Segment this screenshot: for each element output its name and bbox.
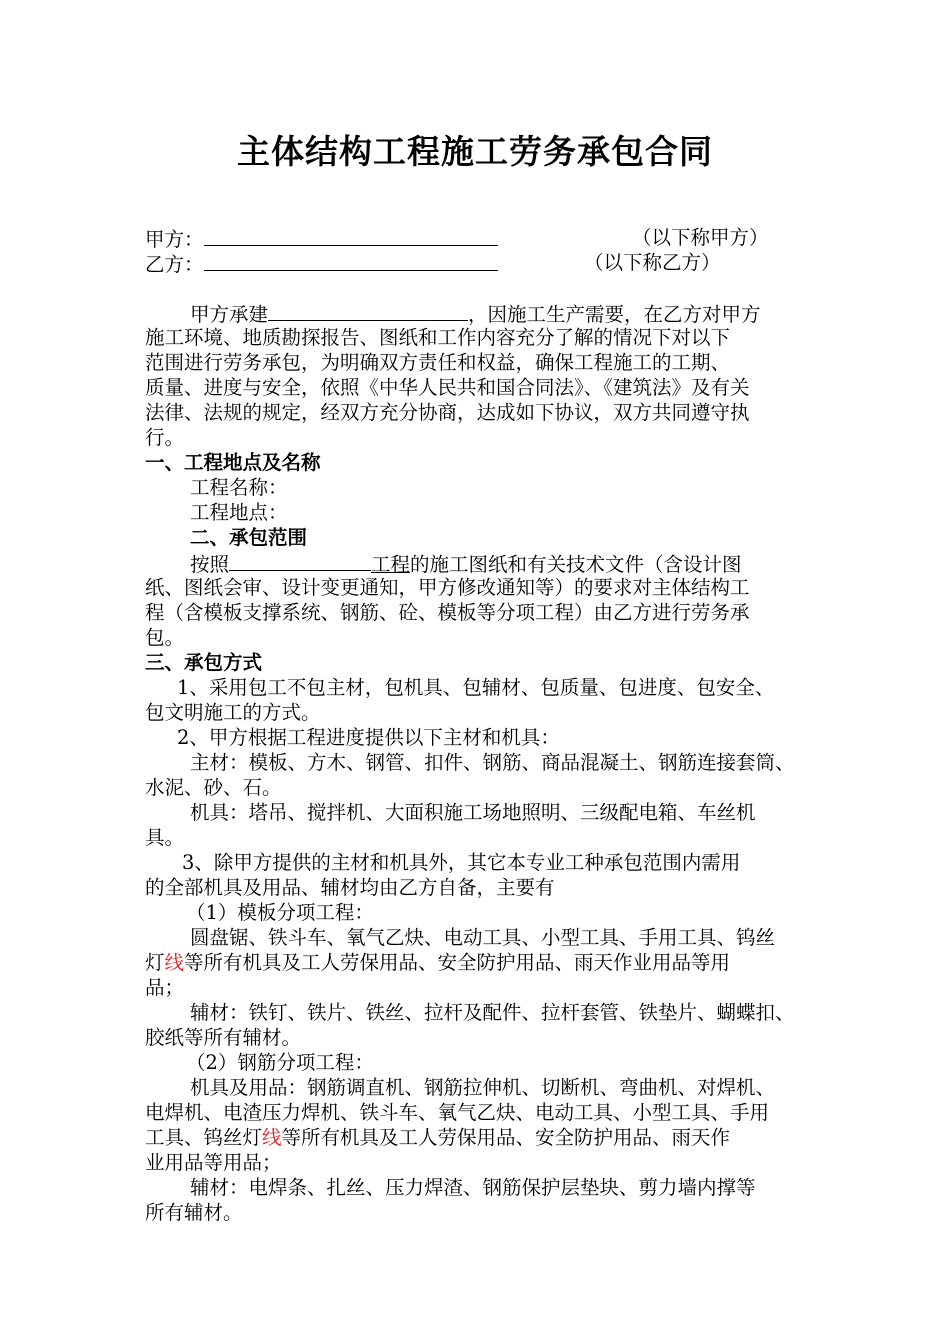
party-b-suffix: （以下称乙方） — [584, 251, 721, 274]
equipment: 机具：塔吊、搅拌机、大面积施工场地照明、三级配电箱、车丝机 — [190, 801, 756, 824]
section3-item1-cont: 包文明施工的方式。 — [145, 701, 321, 724]
highlighted-text: 线 — [164, 951, 185, 974]
party-a-suffix: （以下称甲方） — [632, 226, 769, 249]
section2-lead: 按照 — [190, 553, 230, 576]
preamble-lead: 甲方承建 — [190, 303, 269, 326]
party-b-blank — [204, 250, 498, 271]
section3-heading: 三、承包方式 — [145, 651, 263, 674]
preamble-tail: ，因施工生产需要，在乙方对甲方 — [468, 303, 761, 326]
section3-item1: 1、采用包工不包主材，包机具、包辅材、包质量、包进度、包安全、 — [177, 676, 775, 699]
section1-heading: 一、工程地点及名称 — [145, 451, 321, 474]
main-materials: 主材：模板、方木、钢管、扣件、钢筋、商品混凝土、钢筋连接套筒、 — [190, 751, 795, 774]
party-a-label: 甲方： — [145, 228, 204, 251]
rebar-tools-cont: 电焊机、电渣压力焊机、铁斗车、氧气乙炔、电动工具、小型工具、手用 — [145, 1101, 770, 1124]
document-title: 主体结构工程施工劳务承包合同 — [237, 132, 713, 171]
party-b-label: 乙方： — [145, 253, 204, 276]
formwork-tools-end: 品； — [145, 976, 185, 999]
highlighted-text: 线 — [262, 1126, 282, 1149]
preamble-line: 施工环境、地质勘探报告、图纸和工作内容充分了解的情况下对以下 — [145, 326, 731, 349]
rebar-aux: 辅材：电焊条、扎丝、压力焊渣、钢筋保护层垫块、剪力墙内撑等 — [190, 1176, 756, 1199]
text-span: 等所有机具及工人劳保用品、安全防护用品、雨天作业用品等用 — [184, 951, 731, 974]
text-span: 灯 — [145, 951, 165, 974]
preamble-line: 质量、进度与安全，依照《中华人民共和国合同法》、《建筑法》及有关 — [145, 376, 750, 399]
section3-item3-cont: 的全部机具及用品、辅材均由乙方自备，主要有 — [145, 876, 555, 899]
section3-item3: 3、除甲方提供的主材和机具外，其它本专业工种承包范围内需用 — [182, 851, 741, 874]
text-span: 工具、钨丝灯 — [145, 1126, 263, 1149]
section2-line: 包。 — [145, 626, 185, 649]
equipment-cont: 具。 — [145, 826, 185, 849]
formwork-tools-cont — [145, 950, 730, 975]
party-a-blank — [204, 225, 498, 246]
main-materials-cont: 水泥、砂、石。 — [145, 776, 282, 799]
rebar-aux-cont: 所有辅材。 — [145, 1201, 243, 1224]
formwork-aux: 辅材：铁钉、铁片、铁丝、拉杆及配件、拉杆套管、铁垫片、蝴蝶扣、 — [190, 1001, 795, 1024]
section2-underlined: 工程 — [371, 553, 411, 576]
preamble-first-line — [190, 300, 761, 327]
party-b-line — [145, 250, 498, 277]
section2-line: 纸、图纸会审、设计变更通知，甲方修改通知等）的要求对主体结构工 — [145, 576, 750, 599]
rebar-tools-end: 业用品等用品； — [145, 1151, 282, 1174]
preamble-line: 法律、法规的规定，经双方充分协商，达成如下协议，双方共同遵守执 — [145, 401, 750, 424]
section2-tail: 的施工图纸和有关技术文件（含设计图 — [410, 553, 742, 576]
formwork-tools: 圆盘锯、铁斗车、氧气乙炔、电动工具、小型工具、手用工具、钨丝 — [190, 926, 776, 949]
party-a-line — [145, 225, 498, 252]
formwork-aux-cont: 胶纸等所有辅材。 — [145, 1026, 302, 1049]
rebar-tools: 机具及用品：钢筋调直机、钢筋拉伸机、切断机、弯曲机、对焊机、 — [190, 1076, 776, 1099]
section2-first-line — [190, 550, 742, 577]
section2-line: 程（含模板支撑系统、钢筋、砼、模板等分项工程）由乙方进行劳务承 — [145, 601, 750, 624]
project-blank — [268, 300, 468, 321]
section3-item2: 2、甲方根据工程进度提供以下主材和机具： — [177, 726, 560, 749]
text-span: 等所有机具及工人劳保用品、安全防护用品、雨天作 — [281, 1126, 731, 1149]
rebar-tools-cont2 — [145, 1125, 730, 1150]
preamble-line: 范围进行劳务承包，为明确双方责任和权益，确保工程施工的工期、 — [145, 351, 731, 374]
section2-heading: 二、承包范围 — [190, 526, 308, 549]
preamble-line: 行。 — [145, 426, 185, 449]
formwork-heading: （1）模板分项工程： — [186, 901, 374, 924]
section2-blank — [229, 550, 371, 571]
project-name-label: 工程名称： — [190, 476, 288, 499]
rebar-heading: （2）钢筋分项工程： — [186, 1051, 374, 1074]
project-location-label: 工程地点： — [190, 501, 288, 524]
